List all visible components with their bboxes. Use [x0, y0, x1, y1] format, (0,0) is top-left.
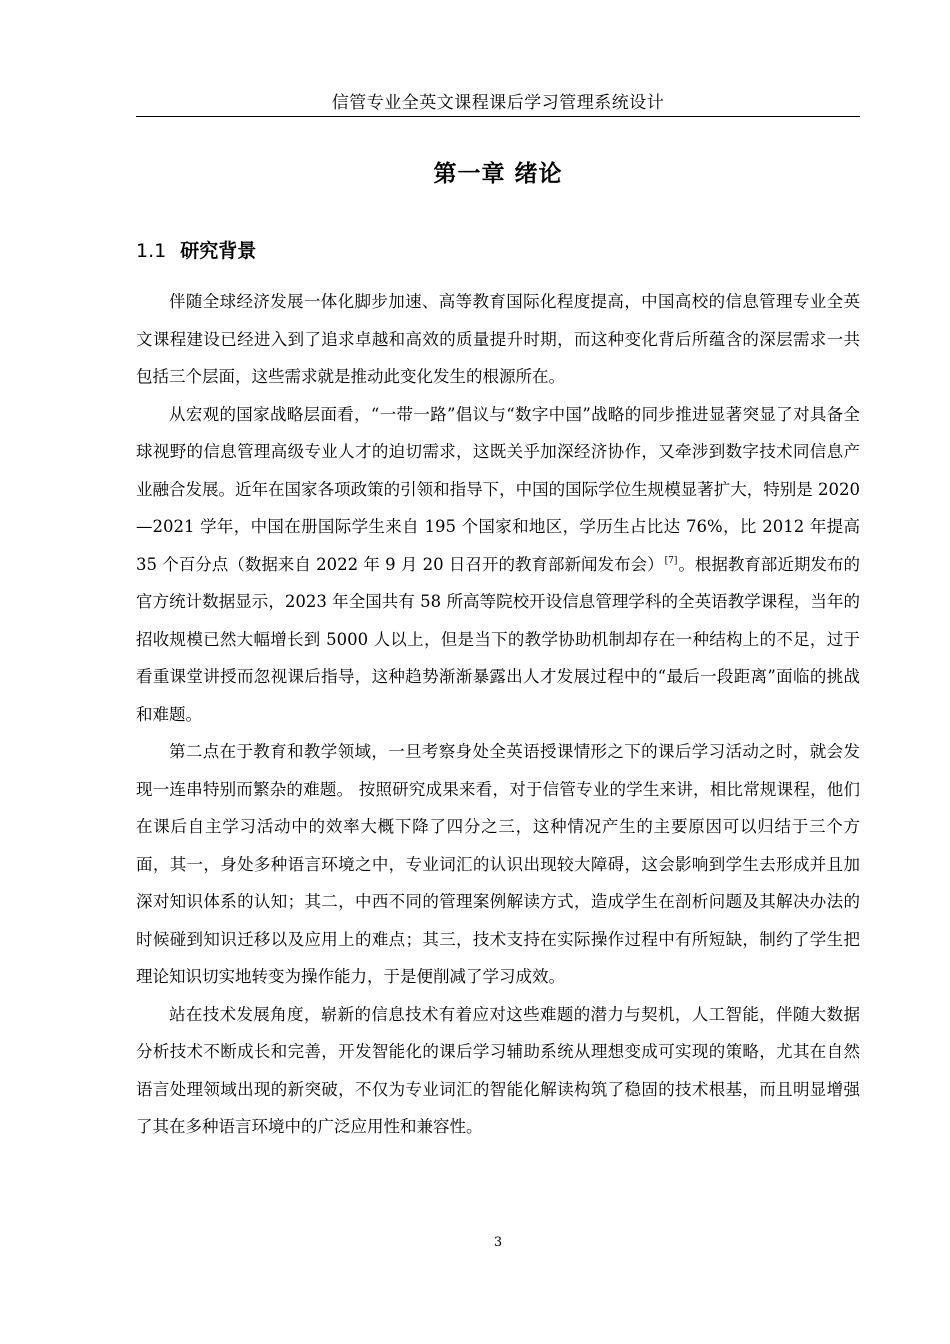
running-header: 信管专业全英文课程课后学习管理系统设计	[331, 93, 665, 113]
section-heading	[136, 236, 860, 266]
paragraph-2-text-before: 从宏观的国家战略层面看，“一带一路”倡议与“数字中国”战略的同步推进显著突显了对具备全球视野的信息管理高级专业人才的迫切需求，这既关乎加深经济协作，又牵涉到数字技术同信息产业融合发展。近年在国家各项政策的引领和指导下，中国的国际学位生规模显著扩大，特别是 2020—2021 学年，中国在册国际学生来自 195 个国家和地区，学历生占比达 76%，比 2012 年提高 35 个百分点（数据来自 2022 年 9 月 20 日召开的教育部新闻发布会）	[136, 404, 860, 574]
section-number: 1.1	[136, 240, 167, 262]
citation-reference[interactable]: [7]	[664, 556, 678, 566]
section-title: 研究背景	[180, 240, 257, 262]
page-number: 3	[493, 1235, 503, 1250]
paragraph-1: 伴随全球经济发展一体化脚步加速、高等教育国际化程度提高，中国高校的信息管理专业全英文课程建设已经进入到了追求卓越和高效的质量提升时期，而这种变化背后所蕴含的深层需求一共包括三个层面，这些需求就是推动此变化发生的根源所在。	[136, 292, 860, 386]
body-text	[136, 283, 860, 1146]
header-rule	[136, 116, 860, 117]
chapter-title: 第一章 绪论	[433, 161, 563, 187]
paragraph-3: 第二点在于教育和教学领域，一旦考察身处全英语授课情形之下的课后学习活动之时，就会发现一连串特别而繁杂的难题。 按照研究成果来看，对于信管专业的学生来讲，相比常规课程，他们在课后自主学习活动中的效率大概下降了四分之三，这种情况产生的主要原因可以归结于三个方面，其一，身处多种语言环境之中，专业词汇的认识出现较大障碍，这会影响到学生去形成并且加深对知识体系的认知；其二，中西不同的管理案例解读方式，造成学生在剖析问题及其解决办法的时候碰到知识迁移以及应用上的难点；其三，技术支持在实际操作过程中有所短缺，制约了学生把理论知识切实地转变为操作能力，于是便削减了学习成效。	[136, 742, 860, 986]
paragraph-2-text-after: 。根据教育部近期发布的官方统计数据显示，2023 年全国共有 58 所高等院校开设信息管理学科的全英语教学课程，当年的招收规模已然大幅增长到 5000 人以上，但是当下的教学协助机制却存在一种结构上的不足，过于看重课堂讲授而忽视课后指导，这种趋势渐渐暴露出人才发展过程中的“最后一段距离”面临的挑战和难题。	[136, 554, 861, 724]
paragraph-4: 站在技术发展角度，崭新的信息技术有着应对这些难题的潜力与契机，人工智能，伴随大数据分析技术不断成长和完善，开发智能化的课后学习辅助系统从理想变成可实现的策略，尤其在自然语言处理领域出现的新突破，不仅为专业词汇的智能化解读构筑了稳固的技术根基，而且明显增强了其在多种语言环境中的广泛应用性和兼容性。	[136, 1004, 860, 1136]
paragraph-2	[136, 396, 860, 734]
